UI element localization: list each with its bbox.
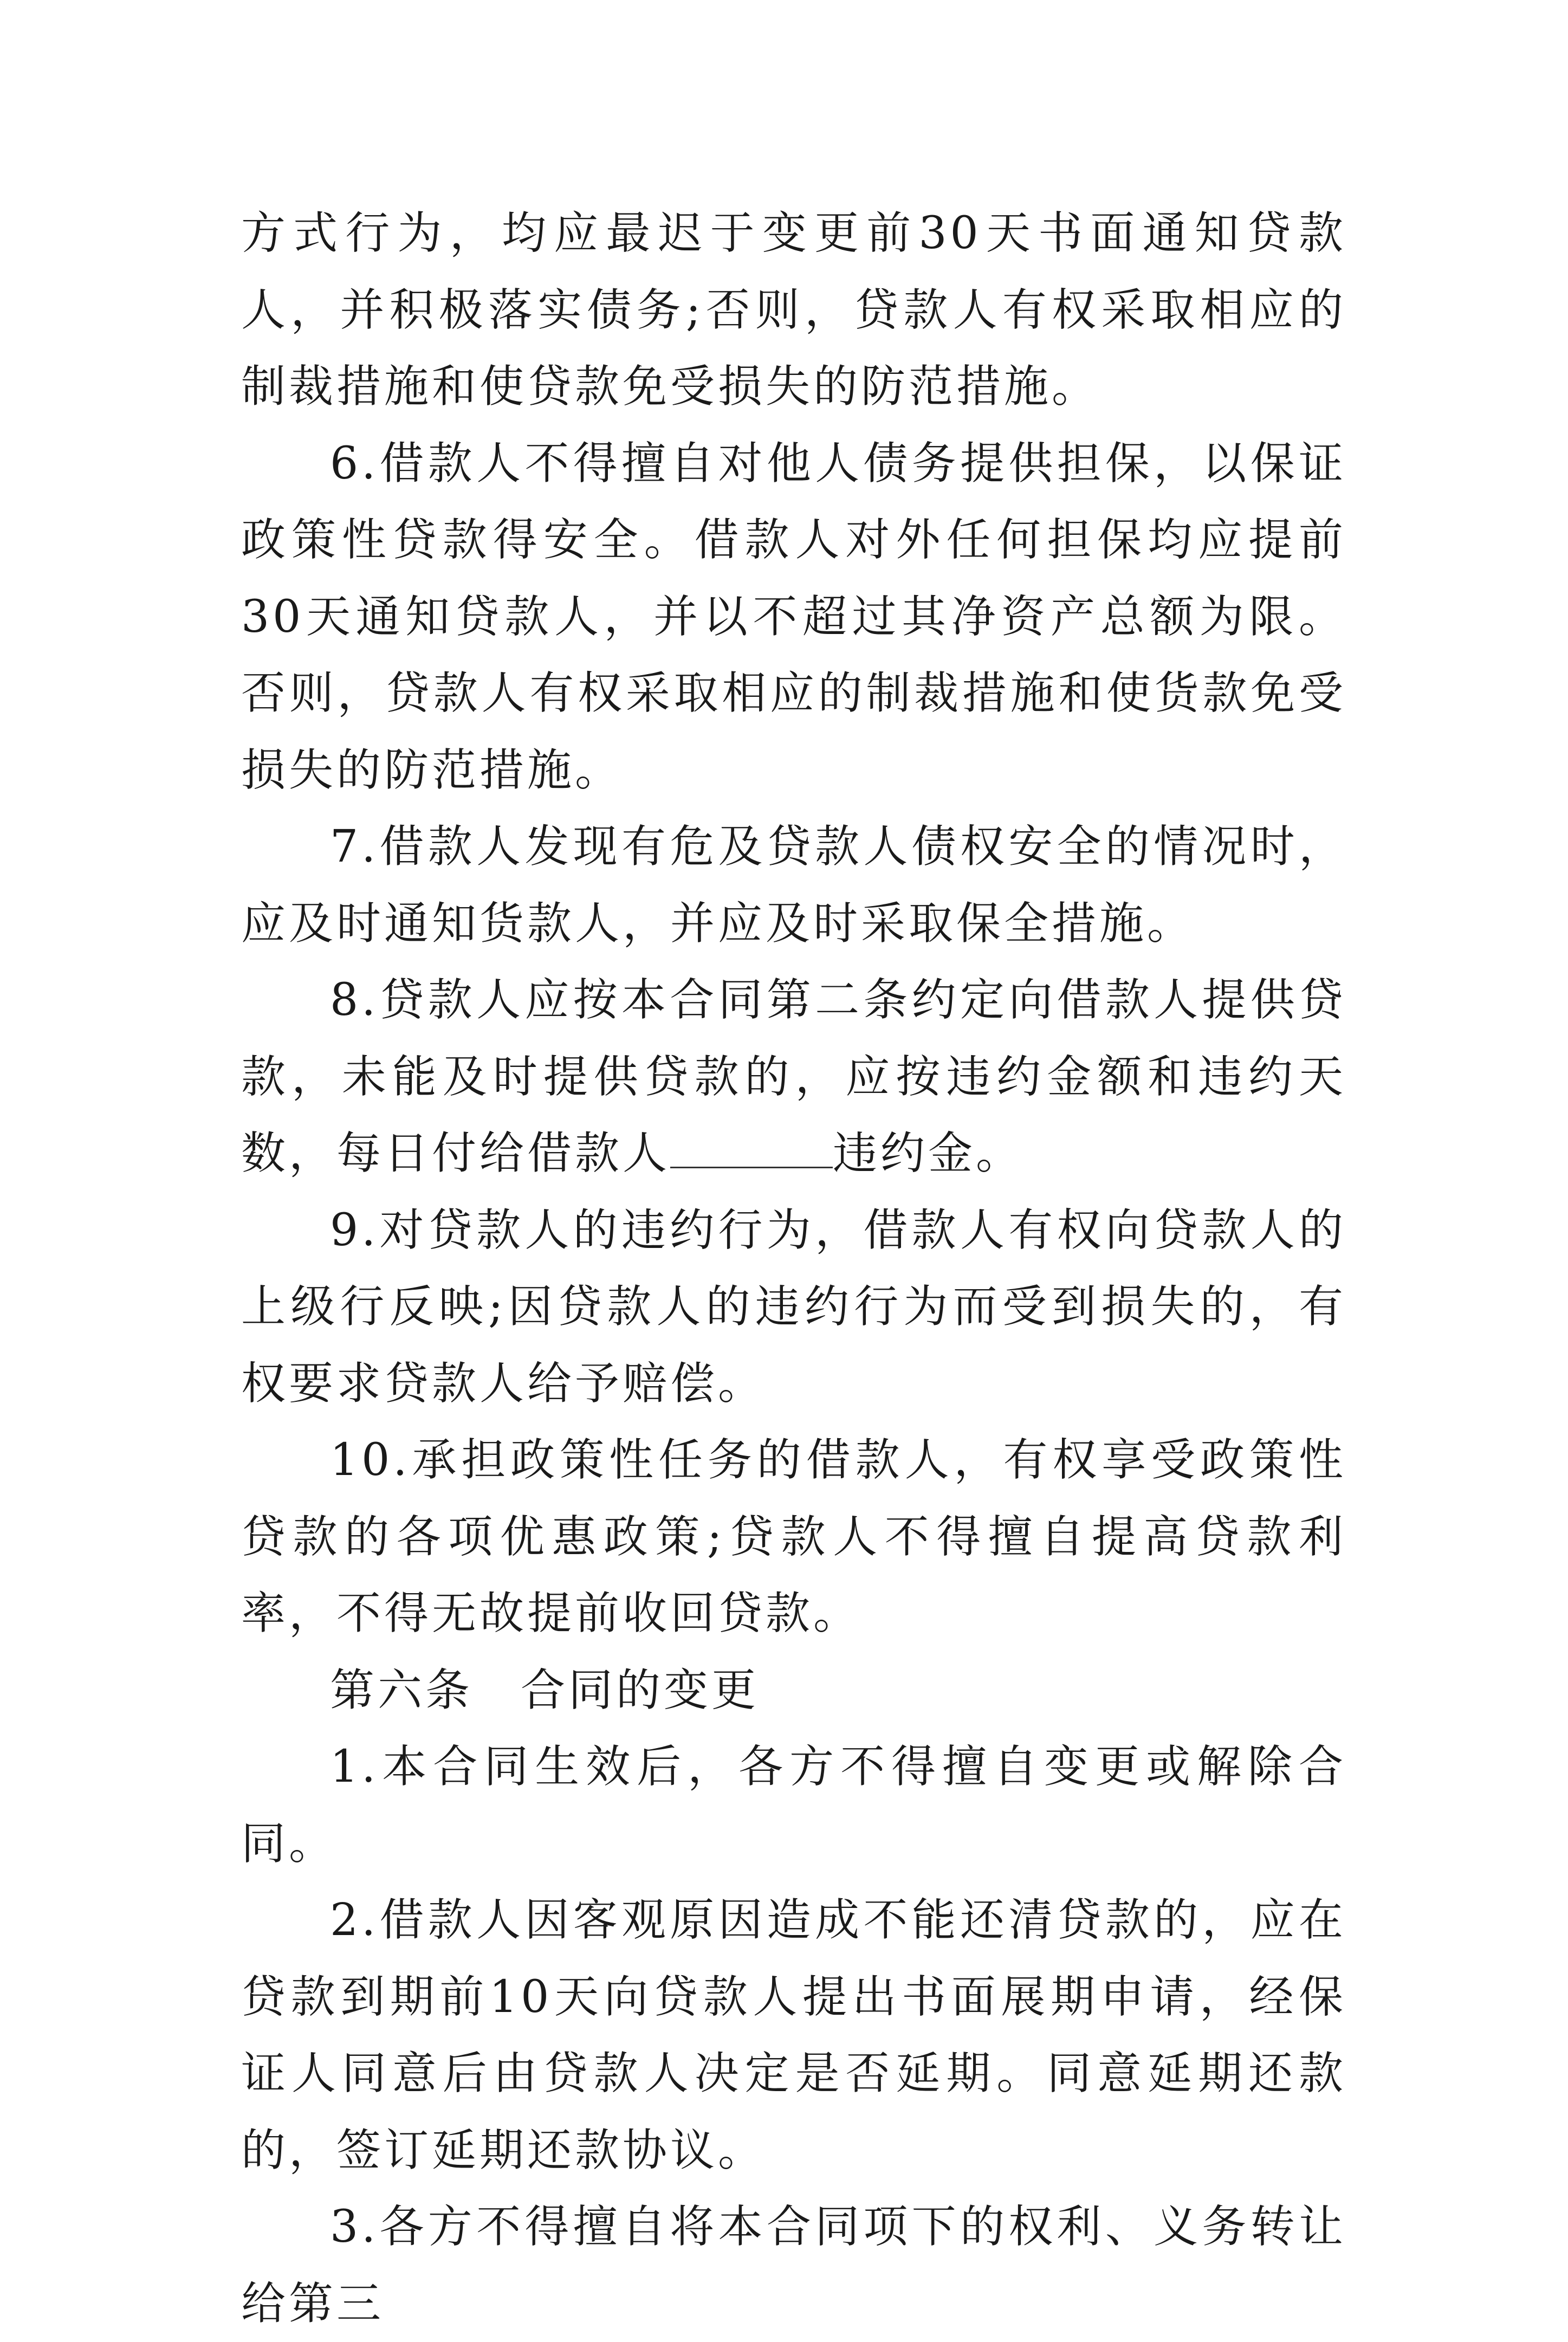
fill-in-blank <box>670 1129 833 1168</box>
paragraph-item-9: 9.对贷款人的违约行为，借款人有权向贷款人的上级行反映;因贷款人的违约行为而受到损失的，有权要求贷款人给予赔偿。 <box>241 1204 1346 1409</box>
paragraph-article6-item-3: 3.各方不得擅自将本合同项下的权利、义务转让给第三 <box>241 2201 1346 2330</box>
paragraph-item-8 <box>241 962 1346 1192</box>
document-body <box>241 195 1346 2342</box>
paragraph-continuation: 方式行为，均应最迟于变更前30天书面通知贷款人，并积极落实债务;否则，贷款人有权采取相应的制裁措施和使贷款免受损失的防范措施。 <box>241 208 1346 412</box>
paragraph-article6-item-1: 1.本合同生效后，各方不得擅自变更或解除合同。 <box>241 1741 1346 1869</box>
paragraph-item-8-before: 8.贷款人应按本合同第二条约定向借款人提供贷款，未能及时提供贷款的，应按违约金额和违约天数，每日付给借款人 <box>241 974 1346 1179</box>
section-heading-article-6: 第六条 合同的变更 <box>330 1664 760 1716</box>
paragraph-item-6: 6.借款人不得擅自对他人债务提供担保，以保证政策性贷款得安全。借款人对外任何担保均应提前30天通知贷款人，并以不超过其净资产总额为限。否则，贷款人有权采取相应的制裁措施和使货款免受损失的防范措施。 <box>241 437 1346 796</box>
paragraph-article6-item-2: 2.借款人因客观原因造成不能还清贷款的，应在贷款到期前10天向贷款人提出书面展期申请，经保证人同意后由贷款人决定是否延期。同意延期还款的，签订延期还款协议。 <box>241 1894 1346 2176</box>
paragraph-item-7: 7.借款人发现有危及贷款人债权安全的情况时，应及时通知货款人，并应及时采取保全措施。 <box>241 821 1346 949</box>
paragraph-item-10: 10.承担政策性任务的借款人，有权享受政策性贷款的各项优惠政策;贷款人不得擅自提高贷款利率，不得无故提前收回贷款。 <box>241 1434 1346 1639</box>
paragraph-item-8-after: 违约金。 <box>833 1128 1024 1179</box>
